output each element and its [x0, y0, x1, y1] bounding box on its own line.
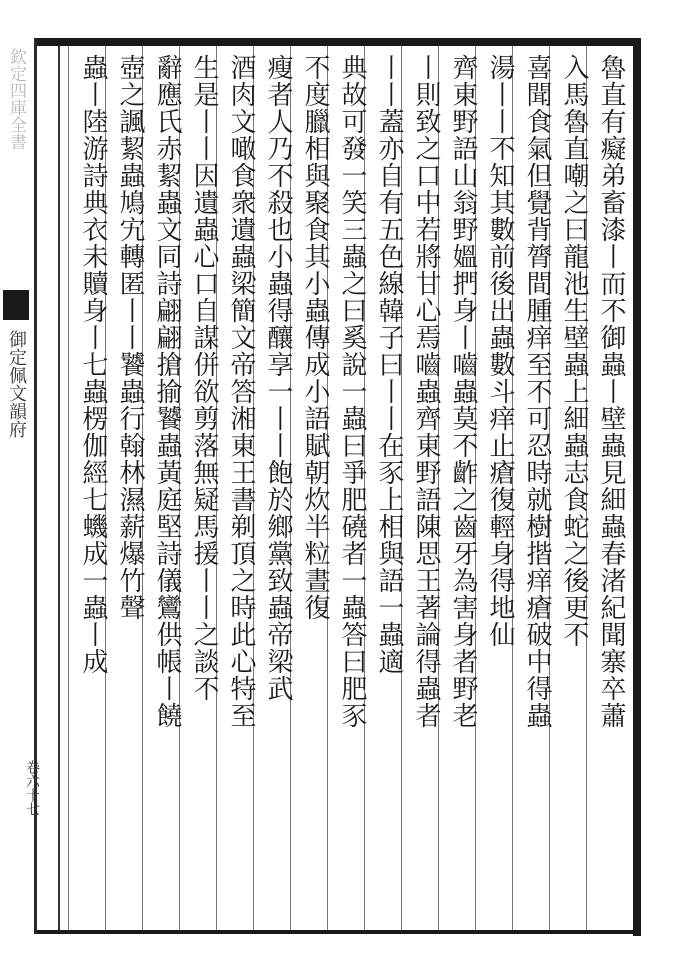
text-column-2: 入馬魯直嘲之曰龍池生壁蟲上細蟲志食蛇之後更不 [559, 54, 589, 648]
page-number: 卷六十七 [24, 760, 40, 816]
text-column-5: 齊東野語山翁野媼捫身丨嚙蟲莫不齚之齒牙為害身者野老 [448, 54, 478, 729]
text-column-4: 湯丨丨不知其數前後出蟲數斗痒止瘡復輕身得地仙 [485, 54, 515, 648]
text-column-12: 生是丨丨因遺蟲心口自謀併欲剪落無疑馬援丨丨之談不 [189, 54, 219, 702]
text-column-1: 魯直有癡弟畜漆丨而不御蟲丨壁蟲見細蟲春渚紀聞寨卒蕭 [596, 54, 626, 729]
column-divider [68, 46, 69, 930]
text-column-6: 丨則致之口中若將甘心焉嚙蟲齊東野語陳思王著論得蟲者 [411, 54, 441, 729]
text-column-8: 典故可發一笑三蟲之曰奚說一蟲曰爭肥磽者一蟲答曰肥豕 [337, 54, 367, 729]
text-column-11: 酒肉文噉食衆遺蟲梁簡文帝答湘東王書剃頂之時此心特至 [226, 54, 256, 729]
book-title: 御定佩文韻府 [6, 330, 27, 438]
faded-margin-header: 欽定四庫全書 [6, 48, 26, 150]
fishtail-mark [3, 290, 29, 320]
text-column-3: 喜聞食氣但覺背膂間腫痒至不可忍時就樹揩痒瘡破中得蟲 [522, 54, 552, 729]
text-column-9: 不度臘相與聚食其小蟲傳成小語賦朝炊半粒晝復 [300, 54, 330, 621]
text-column-14: 壺之諷絜蟲鳩宄轉匿丨丨饕蟲行翰林濕薪爆竹聲 [115, 54, 145, 621]
bottom-border [34, 930, 641, 934]
text-column-7: 丨丨蓋亦自有五色線韓子曰丨丨在豕上相與語一蟲適 [374, 54, 404, 675]
text-column-10: 瘦者人乃不殺也小蟲得釀享一丨丨飽於鄉黨致蟲帝梁武 [263, 54, 293, 702]
text-column-13: 辭應氏赤絜蟲文同詩翩翩搶揄饕蟲黃庭堅詩儀鸞供帳丨饒 [152, 54, 182, 729]
top-border [34, 38, 641, 46]
right-border [633, 38, 641, 936]
gutter-rule [58, 46, 60, 930]
text-column-15: 蟲丨陸游詩典衣未贖身丨七蟲楞伽經七蟣成一蟲丨成 [78, 54, 108, 675]
